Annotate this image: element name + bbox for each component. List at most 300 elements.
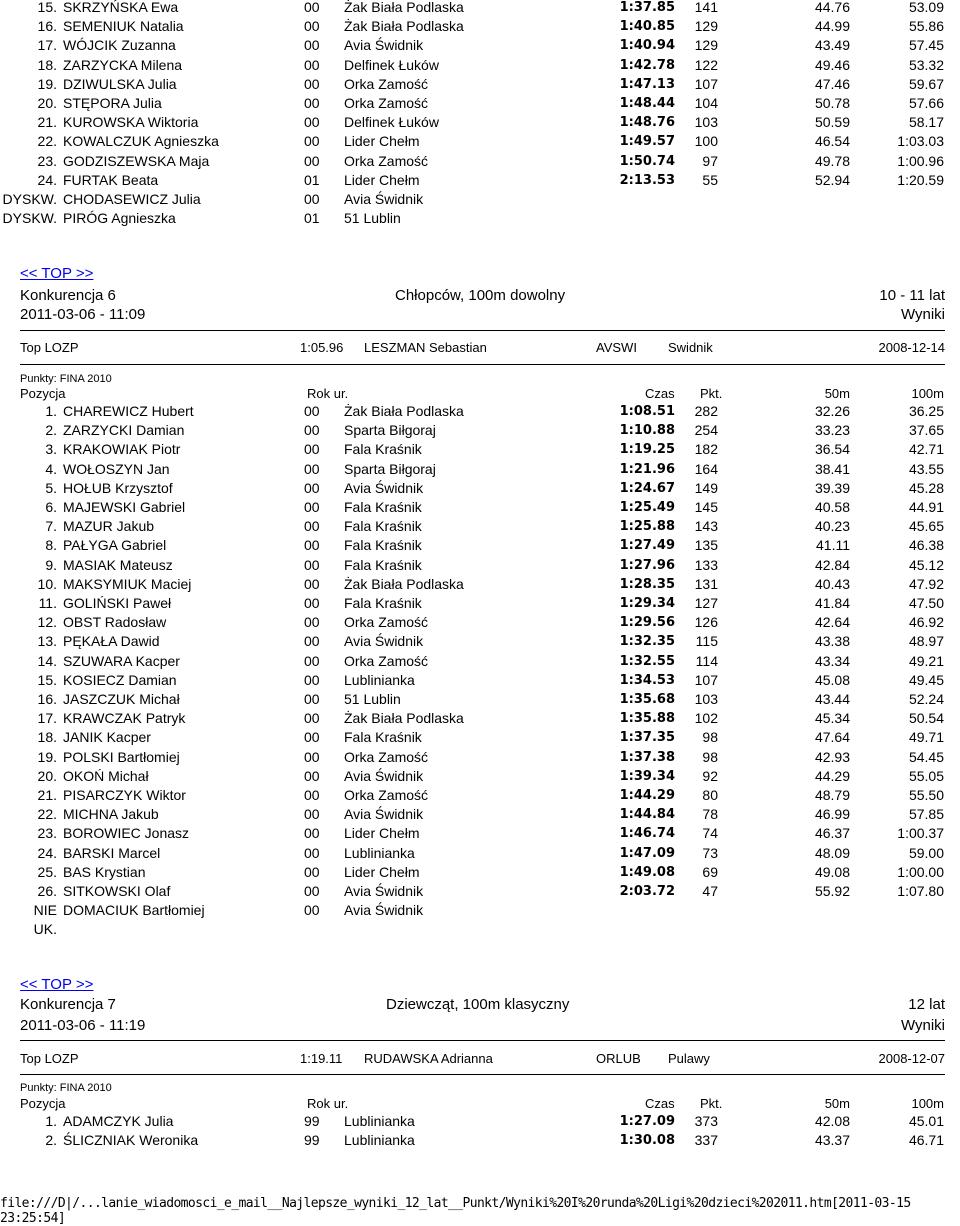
- split-100m: 46.71: [908, 1132, 944, 1149]
- fina-points: 97: [702, 152, 718, 169]
- split-50m: 42.08: [814, 1113, 850, 1129]
- table-row: [0, 863, 960, 882]
- row-position: 15.: [37, 671, 57, 688]
- row-position: NIE: [33, 902, 57, 919]
- record-code: ORLUB: [596, 1051, 641, 1066]
- split-100m: 44.91: [908, 499, 944, 515]
- event-label: Konkurencja 7: [20, 996, 116, 1013]
- record-holder: RUDAWSKA Adrianna: [364, 1051, 493, 1066]
- birth-year: 99: [304, 1132, 320, 1149]
- row-position: 11.: [38, 595, 57, 611]
- record-holder: LESZMAN Sebastian: [364, 340, 487, 355]
- split-100m: 45.65: [908, 518, 944, 535]
- result-time: 1:40.85: [619, 19, 675, 35]
- birth-year: 00: [304, 499, 320, 515]
- row-position: 21.: [37, 114, 57, 131]
- swimmer-name: MASIAK Mateusz: [63, 556, 173, 573]
- result-time: 1:30.08: [619, 1133, 675, 1149]
- split-50m: 39.39: [814, 479, 850, 496]
- swimmer-name: SITKOWSKI Olaf: [63, 883, 171, 899]
- swimmer-name: POLSKI Bartłomiej: [63, 748, 180, 765]
- result-time: 1:37.85: [619, 0, 675, 15]
- result-time: 1:44.29: [619, 788, 675, 803]
- fina-points: 164: [694, 460, 718, 477]
- fina-points: 114: [695, 652, 718, 669]
- birth-year: 00: [304, 710, 320, 727]
- record-date: 2008-12-14: [878, 340, 945, 355]
- result-time: 1:48.76: [619, 115, 675, 131]
- swimmer-name: SEMENIUK Natalia: [63, 18, 184, 35]
- swimmer-name: WOŁOSZYN Jan: [63, 460, 170, 477]
- fina-points: 80: [702, 787, 718, 803]
- event-datetime: 2011-03-06 - 11:09: [20, 306, 146, 323]
- record-city: Pulawy: [668, 1051, 710, 1066]
- fina-points: 254: [694, 422, 718, 439]
- row-position: 13.: [37, 633, 57, 650]
- header-50m: 50m: [824, 1096, 850, 1111]
- table-row: [0, 1131, 960, 1150]
- fina-points: 115: [695, 633, 718, 650]
- table-row: [0, 652, 960, 671]
- birth-year: 01: [304, 210, 320, 227]
- row-position: 1.: [45, 403, 57, 419]
- club-name: Lider Chełm: [344, 825, 420, 842]
- club-name: Avia Świdnik: [344, 37, 424, 54]
- split-50m: 40.43: [814, 575, 850, 592]
- table-row: [0, 748, 960, 767]
- club-name: Fala Kraśnik: [344, 595, 422, 611]
- table-row: [0, 479, 960, 498]
- split-100m: 1:00.00: [897, 863, 944, 880]
- club-name: Delfinek Łuków: [344, 114, 439, 131]
- table-row: [0, 498, 960, 517]
- row-position: 16.: [37, 18, 57, 35]
- table-row: [0, 594, 960, 613]
- fina-points: 133: [694, 556, 718, 573]
- swimmer-name: OBST Radosław: [63, 614, 167, 631]
- swimmer-name: BOROWIEC Jonasz: [63, 825, 190, 842]
- points-label: Punkty: FINA 2010: [20, 1082, 112, 1094]
- result-time: 1:28.35: [619, 576, 675, 592]
- birth-year: 00: [304, 403, 320, 419]
- row-position: 9.: [45, 556, 57, 573]
- swimmer-name: PISARCZYK Wiktor: [63, 787, 186, 803]
- row-position: 7.: [45, 518, 57, 535]
- club-name: Sparta Biłgoraj: [344, 422, 436, 439]
- row-position: 2.: [45, 422, 57, 439]
- club-name: Lublinianka: [344, 1132, 415, 1149]
- fina-points: 143: [694, 518, 718, 535]
- table-row: [0, 440, 960, 459]
- club-name: Lider Chełm: [344, 133, 420, 150]
- row-position: 25.: [37, 863, 57, 880]
- fina-points: 149: [694, 479, 718, 496]
- divider: [20, 1074, 945, 1075]
- table-row: [0, 36, 960, 55]
- fina-points: 182: [694, 441, 718, 458]
- split-50m: 40.58: [814, 499, 850, 515]
- swimmer-name: DZIWULSKA Julia: [63, 75, 177, 92]
- fina-points: 135: [694, 537, 718, 554]
- split-50m: 38.41: [814, 460, 850, 477]
- birth-year: 00: [304, 422, 320, 439]
- club-name: Fala Kraśnik: [344, 518, 422, 535]
- table-row: [0, 536, 960, 555]
- table-row: [0, 171, 960, 190]
- club-name: Avia Świdnik: [344, 479, 424, 496]
- table-row: [0, 805, 960, 824]
- birth-year: 00: [304, 825, 320, 842]
- swimmer-name: CHAREWICZ Hubert: [63, 403, 194, 419]
- event-header: [20, 996, 945, 1016]
- split-100m: 49.45: [908, 671, 944, 688]
- split-50m: 49.08: [814, 863, 850, 880]
- table-row: [0, 75, 960, 94]
- birth-year: 00: [304, 114, 320, 131]
- row-position: 16.: [37, 691, 57, 707]
- table-row: [0, 94, 960, 113]
- row-position: 24.: [37, 844, 57, 861]
- result-time: 1:32.55: [619, 653, 675, 669]
- result-time: 1:37.35: [619, 730, 675, 746]
- split-100m: 59.67: [908, 75, 944, 92]
- split-50m: 50.78: [814, 95, 850, 111]
- fina-points: 73: [702, 844, 718, 861]
- split-50m: 32.26: [814, 403, 850, 419]
- birth-year: 00: [304, 652, 320, 669]
- club-name: 51 Lublin: [344, 691, 401, 707]
- swimmer-name: MAZUR Jakub: [63, 518, 155, 535]
- birth-year: 00: [304, 575, 320, 592]
- club-name: Avia Świdnik: [344, 767, 424, 784]
- split-50m: 33.23: [814, 422, 850, 439]
- birth-year: 00: [304, 671, 320, 688]
- split-50m: 52.94: [814, 171, 850, 188]
- record-line: [20, 340, 945, 358]
- fina-points: 69: [702, 863, 718, 880]
- club-name: Lider Chełm: [344, 171, 420, 188]
- fina-points: 98: [702, 748, 718, 765]
- row-position: 19.: [37, 75, 57, 92]
- split-100m: 45.01: [908, 1113, 944, 1129]
- fina-points: 98: [702, 729, 718, 746]
- header-pos: Pozycja: [20, 1096, 66, 1111]
- table-row: [0, 0, 960, 17]
- split-100m: 58.17: [908, 114, 944, 131]
- split-50m: 41.11: [816, 537, 850, 554]
- swimmer-name: MAKSYMIUK Maciej: [63, 575, 192, 592]
- split-50m: 43.38: [814, 633, 850, 650]
- split-100m: 1:03.03: [897, 133, 944, 150]
- swimmer-name: SZUWARA Kacper: [63, 652, 180, 669]
- split-50m: 48.09: [814, 844, 850, 861]
- result-time: 1:24.67: [619, 480, 675, 496]
- header-year: Rok ur.: [307, 386, 349, 401]
- record-date: 2008-12-07: [878, 1051, 945, 1066]
- birth-year: 00: [304, 75, 320, 92]
- club-name: 51 Lublin: [344, 210, 401, 227]
- table-row: [0, 901, 960, 920]
- result-time: 1:48.44: [619, 96, 675, 111]
- row-position: 19.: [37, 748, 57, 765]
- birth-year: 00: [304, 729, 320, 746]
- row-position: 4.: [45, 460, 57, 477]
- club-name: Orka Zamość: [344, 95, 429, 111]
- row-position: 10.: [37, 575, 57, 592]
- fina-points: 103: [694, 114, 718, 131]
- top-link[interactable]: << TOP >>: [20, 265, 94, 282]
- table-row: [0, 460, 960, 479]
- table-row: [0, 882, 960, 901]
- split-50m: 43.49: [814, 37, 850, 54]
- split-100m: 37.65: [908, 422, 944, 439]
- fina-points: 373: [694, 1113, 718, 1129]
- result-time: 1:25.88: [619, 519, 675, 535]
- club-name: Fala Kraśnik: [344, 729, 422, 746]
- fina-points: 102: [694, 710, 718, 727]
- fina-points: 141: [694, 0, 718, 15]
- swimmer-name: PIRÓG Agnieszka: [63, 210, 176, 227]
- club-name: Żak Biała Podlaska: [344, 18, 464, 35]
- header-time: Czas: [645, 1096, 675, 1111]
- swimmer-name: PAŁYGA Gabriel: [63, 537, 167, 554]
- split-100m: 52.24: [908, 691, 944, 707]
- club-name: Orka Zamość: [344, 748, 429, 765]
- split-100m: 47.50: [908, 595, 944, 611]
- birth-year: 00: [304, 18, 320, 35]
- row-position: 26.: [37, 883, 57, 899]
- row-position: UK.: [33, 921, 57, 938]
- result-time: 1:25.49: [619, 500, 675, 515]
- fina-points: 107: [694, 671, 718, 688]
- table-row: [0, 786, 960, 805]
- event-age: 10 - 11 lat: [879, 287, 945, 304]
- club-name: Fala Kraśnik: [344, 556, 422, 573]
- split-50m: 47.64: [814, 729, 850, 746]
- result-time: 1:27.09: [619, 1114, 675, 1129]
- swimmer-name: JANIK Kacper: [63, 729, 151, 746]
- swimmer-name: MAJEWSKI Gabriel: [63, 499, 186, 515]
- header-time: Czas: [645, 386, 675, 401]
- divider: [20, 364, 945, 365]
- birth-year: 00: [304, 56, 320, 73]
- table-row: [0, 844, 960, 863]
- row-position: 5.: [45, 479, 57, 496]
- event-subheader: [20, 1017, 945, 1037]
- row-position: 12.: [37, 614, 57, 631]
- birth-year: 00: [304, 691, 320, 707]
- split-50m: 42.84: [814, 556, 850, 573]
- club-name: Avia Świdnik: [344, 191, 424, 207]
- club-name: Avia Świdnik: [344, 902, 424, 919]
- table-row: [0, 728, 960, 747]
- split-50m: 44.76: [814, 0, 850, 15]
- split-50m: 41.84: [814, 595, 850, 611]
- result-time: 2:13.53: [619, 172, 675, 188]
- result-time: 1:50.74: [619, 153, 675, 169]
- split-50m: 44.29: [814, 767, 850, 784]
- split-100m: 57.85: [908, 806, 944, 823]
- table-row: [0, 421, 960, 440]
- fina-points: 47: [702, 883, 718, 899]
- result-time: 1:39.34: [619, 768, 675, 784]
- split-100m: 45.12: [908, 556, 944, 573]
- club-name: Orka Zamość: [344, 652, 429, 669]
- split-100m: 54.45: [908, 748, 944, 765]
- split-50m: 46.99: [814, 806, 850, 823]
- swimmer-name: BAS Krystian: [63, 863, 146, 880]
- swimmer-name: HOŁUB Krzysztof: [63, 479, 173, 496]
- swimmer-name: CHODASEWICZ Julia: [63, 191, 201, 207]
- split-50m: 43.44: [814, 691, 850, 707]
- split-50m: 55.92: [814, 883, 850, 899]
- event-datetime: 2011-03-06 - 11:19: [20, 1017, 146, 1034]
- result-time: 1:08.51: [619, 404, 675, 419]
- swimmer-name: PĘKAŁA Dawid: [63, 633, 160, 650]
- split-100m: 46.92: [908, 614, 944, 631]
- row-position: 18.: [37, 729, 57, 746]
- split-100m: 42.71: [908, 441, 944, 458]
- birth-year: 00: [304, 479, 320, 496]
- row-position: 18.: [37, 56, 57, 73]
- row-position: 23.: [37, 825, 57, 842]
- header-pts: Pkt.: [700, 1096, 723, 1111]
- split-50m: 43.34: [814, 652, 850, 669]
- points-label: Punkty: FINA 2010: [20, 373, 112, 385]
- table-row: [0, 56, 960, 75]
- table-row: [0, 671, 960, 690]
- split-100m: 45.28: [908, 479, 944, 496]
- club-name: Żak Biała Podlaska: [344, 710, 464, 727]
- fina-points: 129: [694, 37, 718, 54]
- swimmer-name: KUROWSKA Wiktoria: [63, 114, 199, 131]
- club-name: Orka Zamość: [344, 787, 429, 803]
- table-row: [0, 152, 960, 171]
- club-name: Orka Zamość: [344, 152, 429, 169]
- swimmer-name: MICHNA Jakub: [63, 806, 159, 823]
- table-row: [0, 517, 960, 536]
- birth-year: 00: [304, 748, 320, 765]
- swimmer-name: KOSIECZ Damian: [63, 671, 177, 688]
- birth-year: 00: [304, 556, 320, 573]
- result-time: 1:47.09: [619, 845, 675, 861]
- record-label: Top LOZP: [20, 1051, 79, 1066]
- row-position: 14.: [37, 652, 57, 669]
- fina-points: 127: [694, 595, 718, 611]
- club-name: Lider Chełm: [344, 863, 420, 880]
- row-position: 22.: [37, 133, 57, 150]
- result-time: 1:27.49: [619, 538, 675, 554]
- split-100m: 43.55: [908, 460, 944, 477]
- record-city: Swidnik: [668, 340, 713, 355]
- club-name: Avia Świdnik: [344, 633, 424, 650]
- top-link[interactable]: << TOP >>: [20, 976, 94, 993]
- club-name: Fala Kraśnik: [344, 537, 422, 554]
- row-position: 15.: [37, 0, 57, 15]
- result-time: 1:42.78: [619, 57, 675, 73]
- split-50m: 48.79: [814, 787, 850, 803]
- fina-points: 78: [702, 806, 718, 823]
- result-time: 1:49.08: [619, 864, 675, 880]
- split-100m: 53.32: [908, 56, 944, 73]
- row-position: DYSKW.: [2, 210, 57, 227]
- fina-points: 129: [694, 18, 718, 35]
- record-code: AVSWI: [596, 340, 637, 355]
- split-100m: 48.97: [908, 633, 944, 650]
- fina-points: 126: [694, 614, 718, 631]
- fina-points: 122: [694, 56, 718, 73]
- header-50m: 50m: [824, 386, 850, 401]
- row-position: 8.: [45, 537, 57, 554]
- club-name: Avia Świdnik: [344, 806, 424, 823]
- split-100m: 1:07.80: [897, 883, 944, 899]
- table-row: [0, 402, 960, 421]
- birth-year: 00: [304, 460, 320, 477]
- club-name: Avia Świdnik: [344, 883, 424, 899]
- table-row: [0, 613, 960, 632]
- table-row: [0, 17, 960, 36]
- birth-year: 00: [304, 37, 320, 54]
- record-line: [20, 1051, 945, 1069]
- birth-year: 00: [304, 614, 320, 631]
- result-time: 1:27.96: [619, 557, 675, 573]
- split-50m: 46.54: [814, 133, 850, 150]
- club-name: Orka Zamość: [344, 614, 429, 631]
- table-row: [0, 113, 960, 132]
- split-50m: 47.46: [814, 75, 850, 92]
- row-position: 24.: [37, 171, 57, 188]
- row-position: 2.: [45, 1132, 57, 1149]
- fina-points: 104: [694, 95, 718, 111]
- birth-year: 99: [304, 1113, 320, 1129]
- divider: [20, 1040, 945, 1041]
- split-50m: 49.46: [814, 56, 850, 73]
- row-position: 21.: [37, 787, 57, 803]
- club-name: Delfinek Łuków: [344, 56, 439, 73]
- split-50m: 45.08: [814, 671, 850, 688]
- birth-year: 00: [304, 767, 320, 784]
- birth-year: 00: [304, 191, 320, 207]
- fina-points: 74: [702, 825, 718, 842]
- split-50m: 45.34: [814, 710, 850, 727]
- row-position: 3.: [45, 441, 57, 458]
- split-100m: 55.05: [908, 767, 944, 784]
- club-name: Fala Kraśnik: [344, 499, 422, 515]
- fina-points: 107: [694, 75, 718, 92]
- split-50m: 40.23: [814, 518, 850, 535]
- birth-year: 00: [304, 633, 320, 650]
- result-time: 1:49.57: [619, 134, 675, 150]
- club-name: Lublinianka: [344, 844, 415, 861]
- fina-points: 131: [694, 575, 718, 592]
- event-subheader: [20, 306, 945, 326]
- split-100m: 57.45: [908, 37, 944, 54]
- swimmer-name: GOLIŃSKI Paweł: [63, 595, 172, 611]
- fina-points: 282: [694, 403, 718, 419]
- swimmer-name: ADAMCZYK Julia: [63, 1113, 174, 1129]
- result-time: 1:10.88: [619, 423, 675, 439]
- swimmer-name: STĘPORA Julia: [63, 95, 162, 111]
- footer-url: file:///D|/...lanie_wiadomosci_e_mail__Najlepsze_wyniki_12_lat__Punkt/Wyniki%20I%20runda%20Ligi%20dzieci%202011.htm[2011-03-15 23:25:54]: [0, 1196, 911, 1226]
- results-label: Wyniki: [900, 1017, 945, 1034]
- table-row: [0, 632, 960, 651]
- fina-points: 92: [702, 767, 718, 784]
- birth-year: 00: [304, 0, 320, 15]
- result-time: 1:35.88: [619, 711, 675, 727]
- swimmer-name: JASZCZUK Michał: [63, 691, 180, 707]
- birth-year: 00: [304, 133, 320, 150]
- birth-year: 00: [304, 844, 320, 861]
